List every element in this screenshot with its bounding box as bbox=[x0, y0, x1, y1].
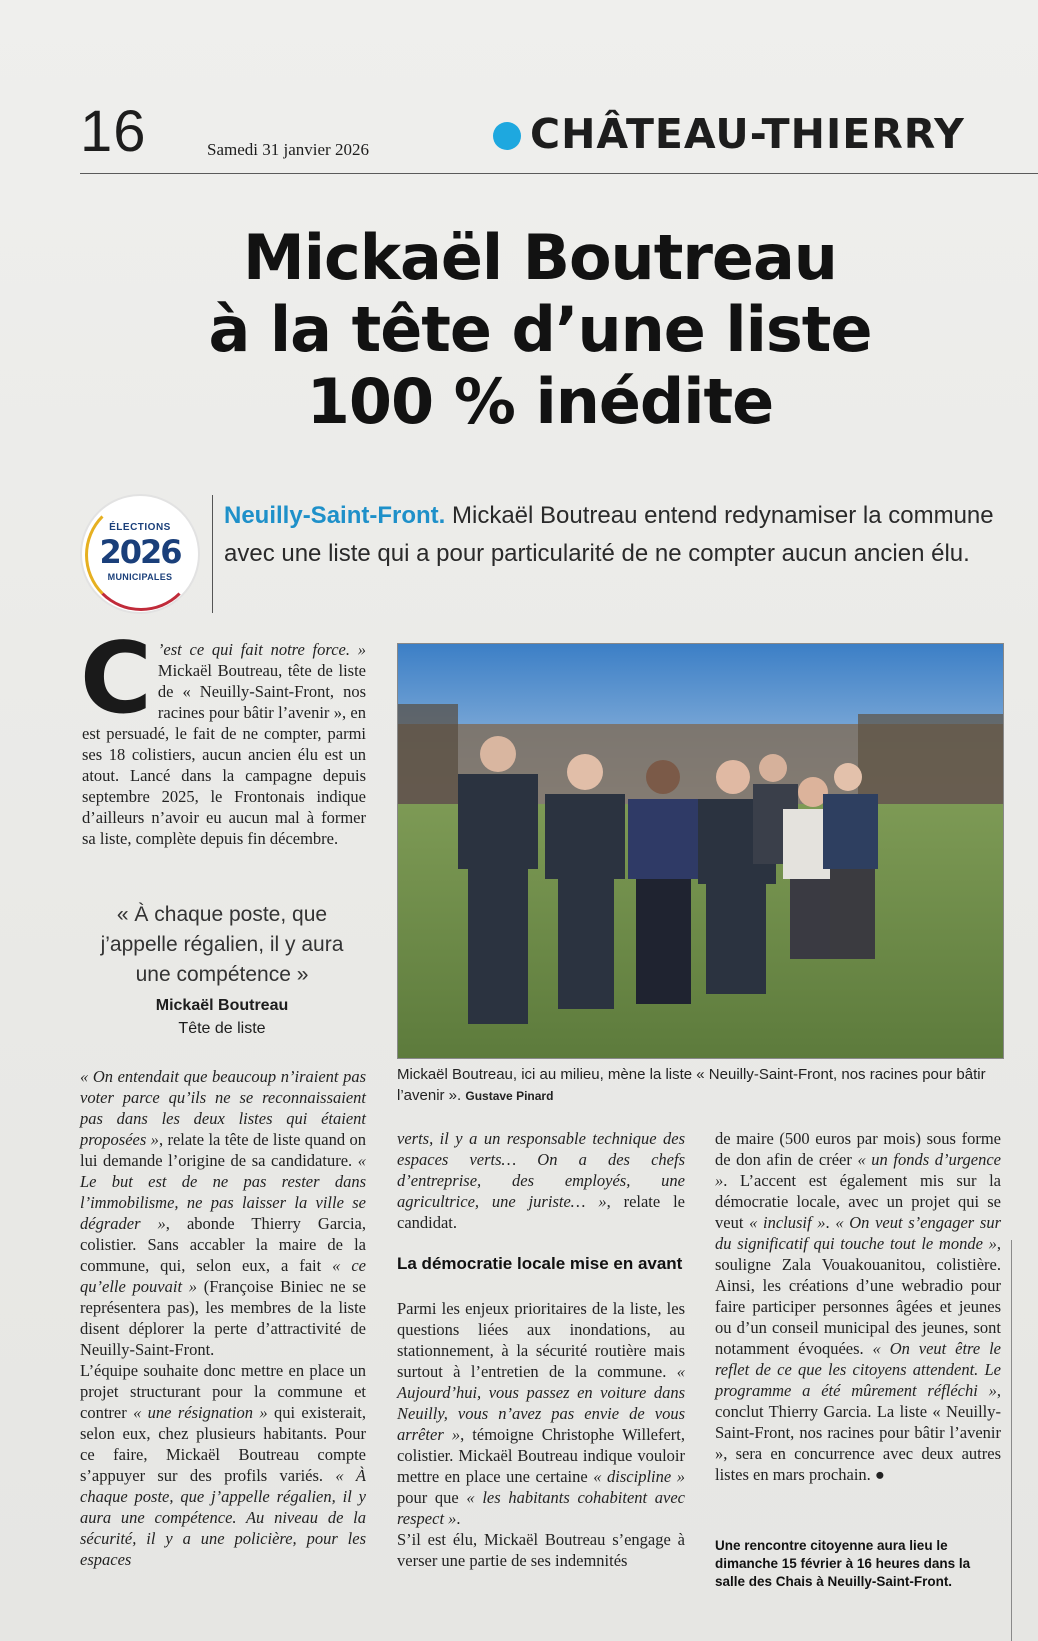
headline-line: Mickaël Boutreau bbox=[243, 221, 837, 294]
paragraph bbox=[80, 1360, 366, 1570]
header-rule bbox=[80, 173, 1038, 174]
body-text: , témoigne Christophe Willefert, colistier. Mickaël Boutreau indique vouloir mettre en place une certaine bbox=[397, 1425, 686, 1486]
quote-text: « inclusif » bbox=[749, 1213, 826, 1232]
body-text: . L’accent est également mis sur la démocratie locale, avec un projet qui se veut bbox=[715, 1171, 1001, 1232]
quote-text: « On veut s’engager sur du significatif qui touche tout le monde » bbox=[715, 1213, 1001, 1253]
page-number: 16 bbox=[80, 99, 147, 164]
drop-cap: C bbox=[80, 622, 152, 736]
quote-text: « On veut être le reflet de ce que les citoyens attendent. Le programme a été mûrement réfléchi » bbox=[715, 1339, 1001, 1400]
elections-2026-logo bbox=[80, 494, 200, 614]
photo-illustration bbox=[398, 644, 1003, 1058]
body-text: pour que bbox=[397, 1488, 467, 1507]
pull-quote-role: Tête de liste bbox=[178, 1020, 266, 1037]
column-divider bbox=[1011, 1240, 1012, 1641]
badge-year: 2026 bbox=[99, 533, 181, 571]
column-1-body bbox=[80, 1066, 366, 1570]
body-text: , relate le candidat. bbox=[397, 1192, 685, 1232]
caption-text: Mickaël Boutreau, ici au milieu, mène la liste « Neuilly-Saint-Front, nos racines pour bâtir l’avenir ». bbox=[397, 1066, 986, 1104]
end-mark-icon: ● bbox=[870, 1465, 885, 1484]
headline bbox=[150, 222, 930, 438]
body-text: qui existerait, selon eux, chez plusieurs habitants. Pour ce faire, Mickaël Boutreau compte s’appuyer sur des profils variés. bbox=[80, 1403, 366, 1485]
headline-line: à la tête d’une liste bbox=[208, 293, 872, 366]
column-2-top bbox=[397, 1128, 685, 1233]
paragraph bbox=[80, 1066, 366, 1360]
column-2-body bbox=[397, 1298, 685, 1571]
body-text: S’il est élu, Mickaël Boutreau s’engage à verser une partie de ses indemnités bbox=[397, 1530, 685, 1570]
paragraph bbox=[397, 1298, 685, 1529]
quote-text: « On entendait que beaucoup n’iraient pas voter parce qu’ils ne se reconnaissaient pas dans les deux listes qui étaient proposées » bbox=[80, 1067, 366, 1149]
body-text: , abonde Thierry Garcia, colistier. Sans accabler la maire de la commune, qui, selon eux, a fait bbox=[80, 1214, 366, 1275]
subheading: La démocratie locale mise en avant bbox=[397, 1254, 683, 1273]
body-text: L’équipe souhaite donc mettre en place un projet structurant pour la commune et contrer bbox=[80, 1361, 366, 1422]
paragraph bbox=[397, 1529, 685, 1571]
body-text: . bbox=[456, 1509, 461, 1528]
quote-text: « une résignation » bbox=[133, 1403, 268, 1422]
quote-text: « un fonds d’urgence » bbox=[715, 1150, 1001, 1190]
photo-caption bbox=[397, 1064, 1002, 1107]
body-text: Parmi les enjeux prioritaires de la liste, les questions liées aux inondations, au stationnement, à la sécurité routière mais surtout à l’entretien de la commune. bbox=[397, 1299, 685, 1381]
quote-text: « ce qu’elle pouvait » bbox=[80, 1256, 366, 1296]
section-title: CHÂTEAU-THIERRY bbox=[530, 110, 965, 158]
quote-text: « discipline » bbox=[593, 1467, 686, 1486]
body-text: , relate la tête de liste quand on lui demande l’origine de sa candidature. bbox=[80, 1130, 366, 1170]
headline-line: 100 % inédite bbox=[306, 365, 774, 438]
body-text: , souligne Zala Vouakouanitou, colistière. Ainsi, les créations d’une webradio pour faire participer personnes âgées et jeunes ou d’un conseil municipal des jeunes, sont notamment évoquées. bbox=[715, 1234, 1001, 1358]
badge-bottom-text: MUNICIPALES bbox=[107, 572, 173, 582]
intro-quote: ’est ce qui fait notre force. » bbox=[157, 640, 366, 659]
group-photo bbox=[397, 643, 1004, 1059]
quote-text: verts, il y a un responsable technique des espaces verts… On a des chefs d’entreprise, des employés, une agricultrice, une juriste… » bbox=[397, 1129, 685, 1211]
body-text: , conclut Thierry Garcia. La liste « Neuilly-Saint-Front, nos racines pour bâtir l’avenir », sera en concurrence avec deux autres listes en mars prochain. bbox=[715, 1381, 1001, 1484]
body-text: de maire (500 euros par mois) sous forme de don afin de créer bbox=[715, 1129, 1001, 1169]
issue-date: Samedi 31 janvier 2026 bbox=[207, 140, 369, 159]
lead-location: Neuilly-Saint-Front. bbox=[224, 502, 446, 529]
body-text: . bbox=[825, 1213, 836, 1232]
event-note: Une rencontre citoyenne aura lieu le dimanche 15 février à 16 heures dans la salle des Chais à Neuilly-Saint-Front. bbox=[715, 1538, 971, 1589]
photo-credit: Gustave Pinard bbox=[465, 1089, 554, 1103]
intro-text: Mickaël Boutreau, tête de liste de « Neuilly-Saint-Front, nos racines pour bâtir l’avenir », en est persuadé, le fait de ne compter, parmi ses 18 colistiers, aucun ancien élu est un atout. Lancé dans la campagne depuis septembre 2025, le Frontonais indique d’ailleurs n’avoir eu aucun mal à former sa liste, complète depuis fin décembre. bbox=[82, 661, 366, 848]
quote-text: « Le but est de ne pas rester dans l’immobilisme, ne pas laisser la ville se dégrader » bbox=[80, 1151, 366, 1233]
badge-top-text: ÉLECTIONS bbox=[109, 522, 171, 533]
section-dot-icon bbox=[493, 122, 521, 150]
chapo-divider bbox=[212, 495, 213, 613]
pull-quote-author: Mickaël Boutreau bbox=[155, 997, 289, 1014]
column-3-body bbox=[715, 1128, 1001, 1485]
column-1-intro bbox=[80, 622, 366, 849]
quote-text: « les habitants cohabitent avec respect » bbox=[397, 1488, 685, 1528]
quote-text: « Aujourd’hui, vous passez en voiture dans Neuilly, vous n’avez pas envie de vous arrêter » bbox=[397, 1362, 685, 1444]
quote-text: « À chaque poste, que j’appelle régalien, il y aura une compétence. Au niveau de la sécurité, il y a une policière, pour les espaces bbox=[80, 1466, 366, 1569]
pull-quote: « À chaque poste, que j’appelle régalien, il y aura une compétence » bbox=[100, 903, 344, 986]
article-lead bbox=[224, 497, 1024, 573]
lead-text: Mickaël Boutreau entend redynamiser la commune avec une liste qui a pour particularité de ne compter aucun ancien élu. bbox=[224, 502, 994, 567]
body-text: (Françoise Biniec ne se représentera pas), les membres de la liste disent déplorer la perte d’attractivité de Neuilly-Saint-Front. bbox=[80, 1277, 366, 1359]
